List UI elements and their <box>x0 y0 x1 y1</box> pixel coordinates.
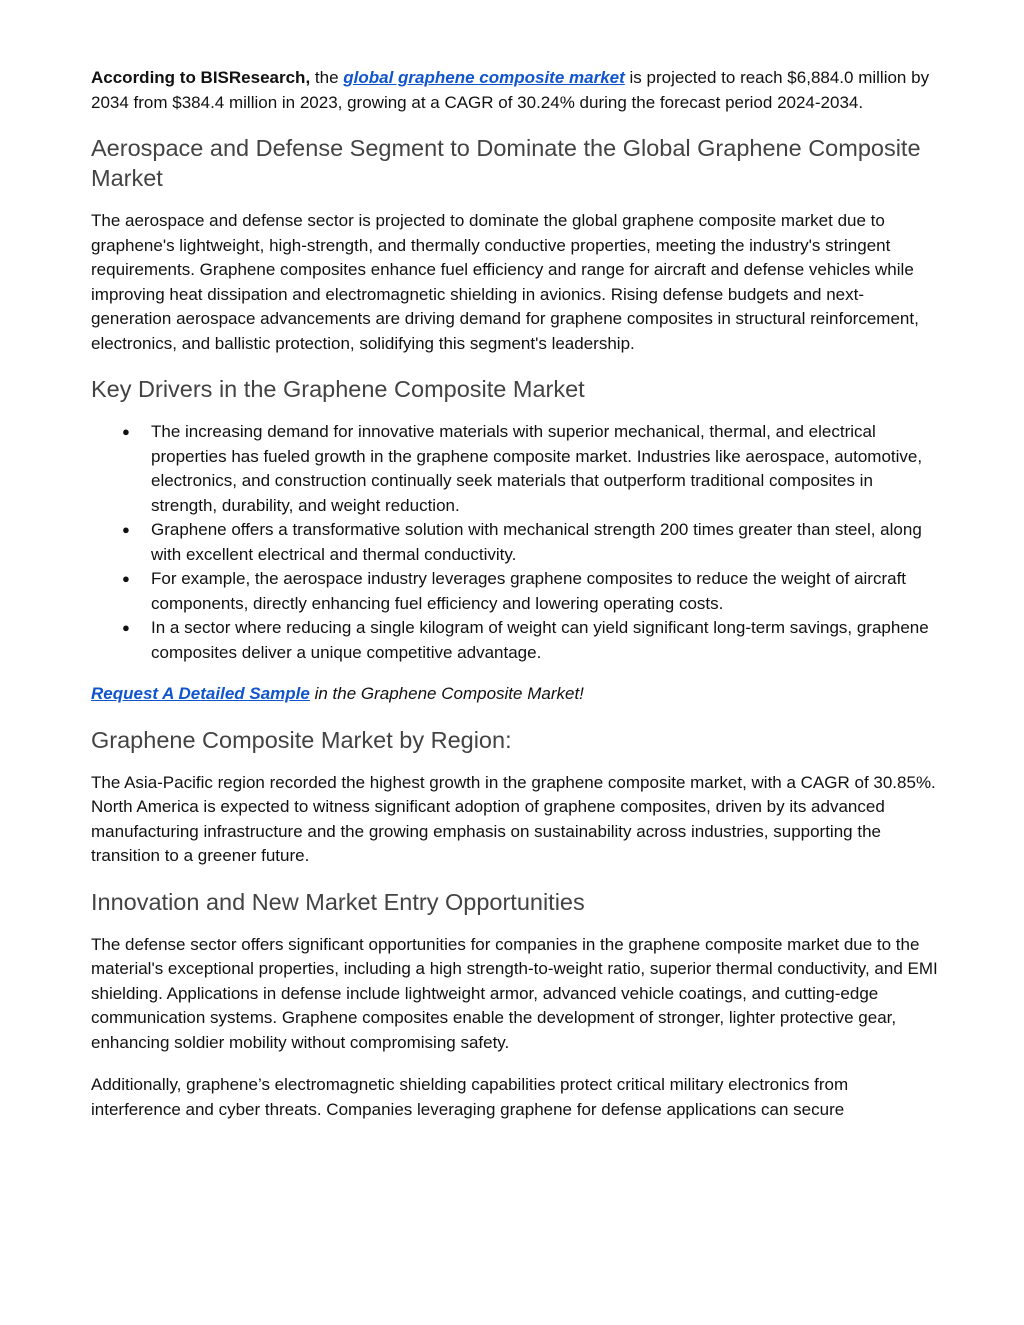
bullet-icon: ● <box>122 522 130 537</box>
list-item-text: Graphene offers a transformative solution with mechanical strength 200 times greater than steel, along with excellent electrical and thermal conductivity. <box>151 520 922 564</box>
market-link[interactable]: global graphene composite market <box>343 68 625 87</box>
list-item <box>91 616 941 665</box>
list-item-text: For example, the aerospace industry leverages graphene composites to reduce the weight of aircraft components, directly enhancing fuel efficiency and lowering operating costs. <box>151 569 907 613</box>
region-paragraph: The Asia-Pacific region recorded the highest growth in the graphene composite market, with a CAGR of 30.85%. North America is expected to witness significant adoption of graphene composites, driven by its advanced manufacturing infrastructure and the growing emphasis on sustainability across industries, supporting the transition to a greener future. <box>91 772 936 865</box>
sample-request-line <box>91 682 941 707</box>
innovation-paragraph-1: The defense sector offers significant opportunities for companies in the graphene composite market due to the material's exceptional properties, including a high strength-to-weight ratio, superior thermal conductivity, and EMI shielding. Applications in defense include lightweight armor, advanced vehicle coatings, and cutting-edge communication systems. Graphene composites enable the development of stronger, lighter protective gear, enhancing soldier mobility without compromising safety. <box>91 934 938 1052</box>
sample-request-text: in the Graphene Composite Market! <box>309 684 584 703</box>
list-item <box>91 567 941 616</box>
innovation-heading: Innovation and New Market Entry Opportunities <box>91 888 585 915</box>
bullet-icon: ● <box>122 424 130 439</box>
drivers-list <box>91 420 941 665</box>
drivers-heading: Key Drivers in the Graphene Composite Market <box>91 376 585 402</box>
document-page <box>91 66 941 1122</box>
intro-lead: According to BISResearch, <box>91 68 311 87</box>
intro-paragraph <box>91 66 941 115</box>
request-sample-link[interactable]: Request A Detailed Sample <box>91 684 310 703</box>
bullet-icon: ● <box>122 620 130 635</box>
list-item-text: In a sector where reducing a single kilogram of weight can yield significant long-term savings, graphene composites deliver a unique competitive advantage. <box>151 618 929 662</box>
intro-pre-link: the <box>310 68 344 87</box>
innovation-paragraph-2: Additionally, graphene’s electromagnetic shielding capabilities protect critical military electronics from interference and cyber threats. Companies leveraging graphene for defense applications can secure <box>91 1075 849 1119</box>
intro-post-link: is projected to reach $6,884.0 million by 2034 from $384.4 million in 2023, growing at a CAGR of 30.24% during the forecast period 2024-2034. <box>91 68 930 112</box>
bullet-icon: ● <box>122 571 130 586</box>
aerospace-paragraph: The aerospace and defense sector is projected to dominate the global graphene composite market due to graphene's lightweight, high-strength, and thermally conductive properties, meeting the industry's stringent requirements. Graphene composites enhance fuel efficiency and range for aircraft and defense vehicles while improving heat dissipation and electromagnetic shielding in avionics. Rising defense budgets and next-generation aerospace advancements are driving demand for graphene composites in structural reinforcement, electronics, and ballistic protection, solidifying this segment's leadership. <box>91 211 919 353</box>
list-item-text: The increasing demand for innovative materials with superior mechanical, thermal, and electrical properties has fueled growth in the graphene composite market. Industries like aerospace, automotive, electronics, and construction continually seek materials that outperform traditional composites in strength, durability, and weight reduction. <box>151 422 923 515</box>
aerospace-heading: Aerospace and Defense Segment to Dominate the Global Graphene Composite Market <box>91 135 921 191</box>
list-item <box>91 420 941 518</box>
region-heading: Graphene Composite Market by Region: <box>91 726 512 753</box>
list-item <box>91 518 941 567</box>
